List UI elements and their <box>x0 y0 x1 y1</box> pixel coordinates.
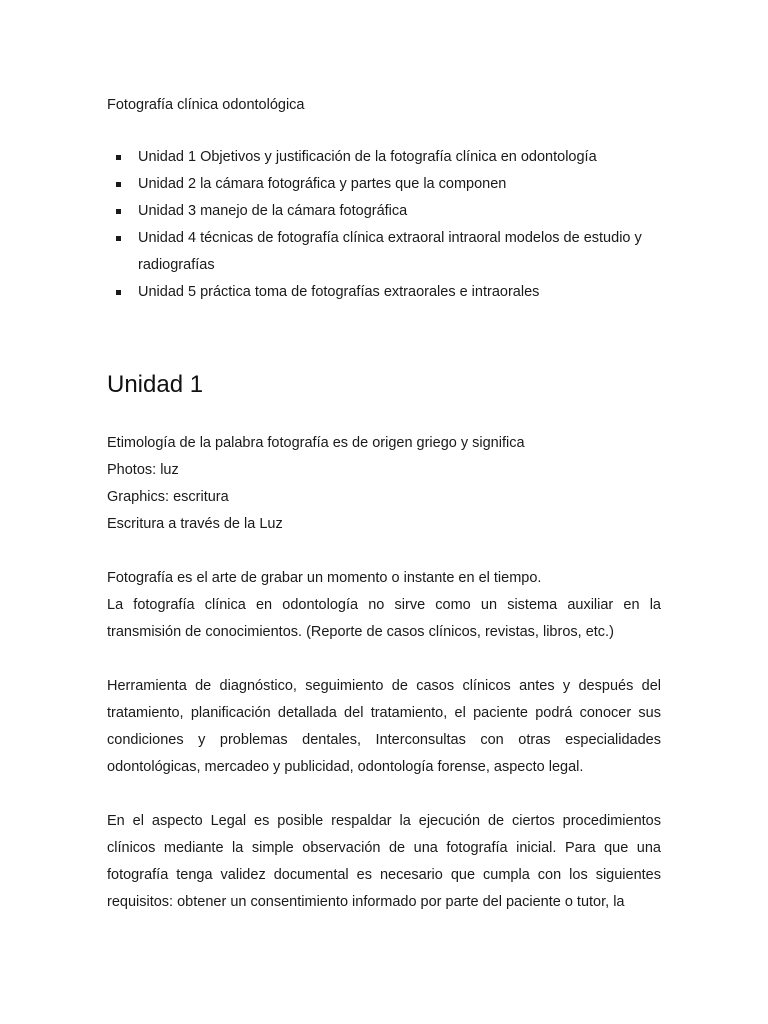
list-item <box>107 279 661 306</box>
list-item <box>107 171 661 198</box>
etymology-line: Photos: luz <box>107 462 179 478</box>
list-item <box>107 225 661 279</box>
units-list <box>107 144 661 306</box>
etymology-line: Escritura a través de la Luz <box>107 516 283 532</box>
list-item <box>107 198 661 225</box>
list-item-text: Unidad 2 la cámara fotográfica y partes que la componen <box>138 176 507 192</box>
document-title: Fotografía clínica odontológica <box>107 97 305 113</box>
etymology-line: Graphics: escritura <box>107 489 229 505</box>
list-item-text: Unidad 1 Objetivos y justificación de la fotografía clínica en odontología <box>138 149 597 165</box>
etymology-line: Etimología de la palabra fotografía es de origen griego y significa <box>107 435 525 451</box>
square-bullet-icon <box>116 209 121 214</box>
uses-block <box>107 673 661 781</box>
list-item-text: Unidad 4 técnicas de fotografía clínica extraoral intraoral modelos de estudio y radiografías <box>138 230 642 273</box>
definition-block <box>107 565 661 646</box>
document-page <box>107 94 661 916</box>
etymology-block <box>107 430 661 538</box>
definition-line: Fotografía es el arte de grabar un momento o instante en el tiempo. <box>107 570 542 586</box>
legal-paragraph: En el aspecto Legal es posible respaldar la ejecución de ciertos procedimientos clínicos mediante la simple observación de una fotografía inicial. Para que una fotografía tenga validez documental es necesario que cumpla con los siguientes requisitos: obtener un consentimiento informado por parte del paciente o tutor, la <box>107 813 661 910</box>
list-item-text: Unidad 5 práctica toma de fotografías extraorales e intraorales <box>138 284 540 300</box>
definition-paragraph: La fotografía clínica en odontología no sirve como un sistema auxiliar en la transmisión de conocimientos. (Reporte de casos clínicos, revistas, libros, etc.) <box>107 597 661 640</box>
square-bullet-icon <box>116 182 121 187</box>
section-heading: Unidad 1 <box>107 371 204 398</box>
uses-paragraph: Herramienta de diagnóstico, seguimiento de casos clínicos antes y después del tratamiento, planificación detallada del tratamiento, el paciente podrá conocer sus condiciones y problemas dentales, Interconsultas con otras especialidades odontológicas, mercadeo y publicidad, odontología forense, aspecto legal. <box>107 678 661 775</box>
legal-block <box>107 808 661 916</box>
square-bullet-icon <box>116 290 121 295</box>
list-item <box>107 144 661 171</box>
square-bullet-icon <box>116 155 121 160</box>
list-item-text: Unidad 3 manejo de la cámara fotográfica <box>138 203 408 219</box>
square-bullet-icon <box>116 236 121 241</box>
